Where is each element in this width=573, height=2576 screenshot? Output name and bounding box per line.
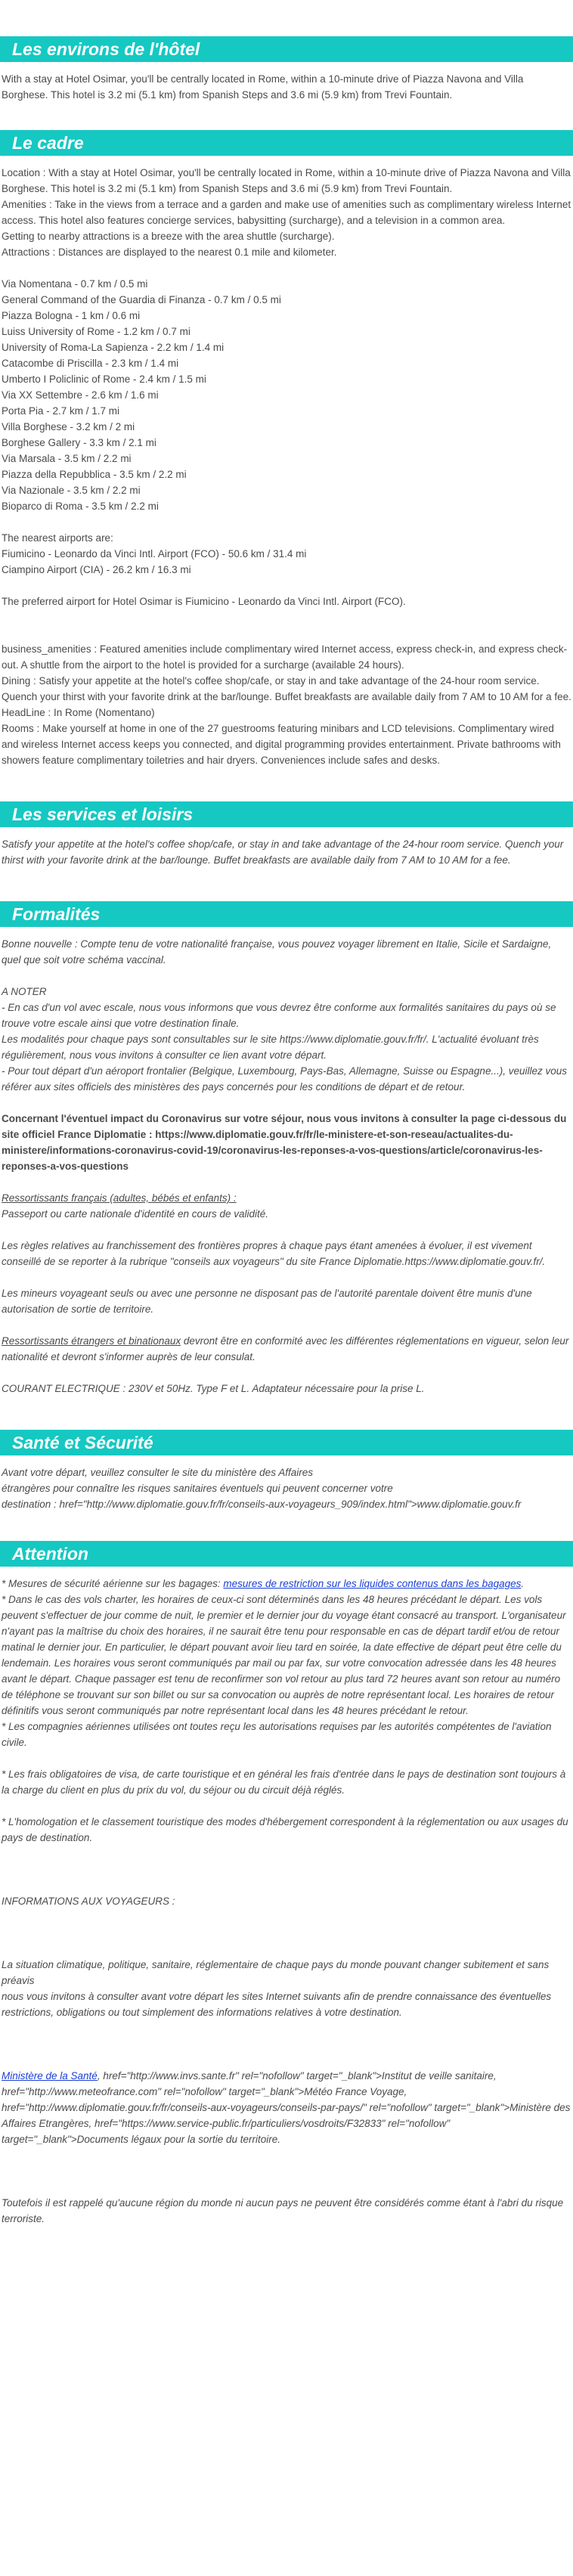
preferred-airport: The preferred airport for Hotel Osimar is Fiumicino - Leonardo da Vinci Intl. Airport (FCO).: [2, 596, 406, 607]
attention-p1: [2, 1576, 571, 1592]
cadre-attractions: Attractions : Distances are displayed to the nearest 0.1 mile and kilometer.: [2, 246, 337, 258]
list-item: Ciampino Airport (CIA) - 26.2 km / 16.3 mi: [2, 564, 191, 575]
cadre-getting: Getting to nearby attractions is a breeze with the area shuttle (surcharge).: [2, 231, 335, 242]
rooms: Rooms : Make yourself at home in one of the 27 guestrooms featuring minibars and LCD televisions. Complimentary wired and wireless Internet access keeps you connected, and digital programming provides entertainment. Private bathrooms with showers feature complimentary toiletries and hair dryers. Conveniences include safes and desks.: [2, 723, 561, 766]
attention-p6: INFORMATIONS AUX VOYAGEURS :: [2, 1896, 175, 1907]
list-item: University of Roma-La Sapienza - 2.2 km / 1.4 mi: [2, 342, 225, 353]
cadre-amenities: Amenities : Take in the views from a terrace and a garden and make use of amenities such as complimentary wireless Internet access. This hotel also features concierge services, babysitting (surcharge), and a television in a common area.: [2, 199, 571, 226]
foreign-nationals: [2, 1333, 571, 1365]
a-noter: A NOTER: [2, 986, 47, 997]
liquid-restrictions-link[interactable]: mesures de restriction sur les liquides contenus dans les bagages: [223, 1578, 522, 1589]
section-title-environs: Les environs de l'hôtel: [0, 36, 573, 62]
list-item: Via Nazionale - 3.5 km / 2.2 mi: [2, 485, 141, 496]
attention-p2: * Dans le cas des vols charter, les horaires de ceux-ci sont déterminés dans les 48 heures précédant le départ. Les vols peuvent s'effectuer de jour comme de nuit, le premier et le dernier jour du voyage étant consacré au transport. L'organisateur n'ayant pas la maîtrise du choix des horaires, il ne saurait être tenu pour responsable en cas de départ tardif et/ou de retour matinal le dernier jour. En particulier, le départ pouvant avoir lieu tard en soirée, la date effective de départ peut être celle du lendemain. Les horaires vous seront communiqués par mail ou par fax, sur votre convocation adressée dans les 48 heures avant le départ. Chaque passager est tenu de reconfirmer son vol retour au plus tard 72 heures avant son retour au numéro de téléphone se trouvant sur son billet ou sur sa convocation ou auprès de notre représentant local. Les horaires de retour définitifs vous seront communiqués par notre représentant local dans les 48 heures précédant le retour.: [2, 1594, 566, 1716]
courant-electrique: COURANT ELECTRIQUE : 230V et 50Hz. Type F et L. Adaptateur nécessaire pour la prise L.: [2, 1383, 425, 1394]
list-item: Catacombe di Priscilla - 2.3 km / 1.4 mi: [2, 358, 179, 369]
list-item: Piazza Bologna - 1 km / 0.6 mi: [2, 310, 141, 321]
sante-line1: Avant votre départ, veuillez consulter le site du ministère des Affaires: [2, 1467, 313, 1478]
cadre-location: Location : With a stay at Hotel Osimar, you'll be centrally located in Rome, within a 10-minute drive of Piazza Navona and Villa Borghese. This hotel is 3.2 mi (5.1 km) from Spanish Steps and 3.6 mi (5.9 km) from Trevi Fountain.: [2, 167, 571, 194]
french-nationals-label: Ressortissants français (adultes, bébés et enfants) :: [2, 1192, 237, 1204]
list-item: Villa Borghese - 3.2 km / 2 mi: [2, 421, 135, 432]
list-item: Fiumicino - Leonardo da Vinci Intl. Airport (FCO) - 50.6 km / 31.4 mi: [2, 548, 307, 560]
attention-p9: Toutefois il est rappelé qu'aucune région du monde ni aucun pays ne peuvent être considérés comme étant à l'abri du risque terroriste.: [2, 2197, 564, 2224]
formalites-p3: - Pour tout départ d'un aéroport frontalier (Belgique, Luxembourg, Pays-Bas, Allemagne, Suisse ou Espagne...), veuillez vous référer aux sites officiels des ministères des pays concernés pour les conditions de départ et de retour.: [2, 1065, 567, 1093]
headline: HeadLine : In Rome (Nomentano): [2, 707, 155, 718]
formalites-body: [0, 936, 573, 1396]
attention-p1-prefix: * Mesures de sécurité aérienne sur les bagages:: [2, 1578, 224, 1589]
cadre-body: [0, 165, 573, 768]
list-item: Luiss University of Rome - 1.2 km / 0.7 mi: [2, 326, 190, 337]
list-item: Porta Pia - 2.7 km / 1.7 mi: [2, 405, 120, 417]
environs-text: With a stay at Hotel Osimar, you'll be centrally located in Rome, within a 10-minute drive of Piazza Navona and Villa Borghese. This hotel is 3.2 mi (5.1 km) from Spanish Steps and 3.6 mi (5.9 km) from Trevi Fountain.: [2, 73, 524, 101]
formalites-p1: - En cas d'un vol avec escale, nous vous informons que vous devrez être conforme aux formalités sanitaires du pays où se trouve votre escale ainsi que votre destination finale.: [2, 1002, 556, 1029]
attention-p7b: nous vous invitons à consulter avant votre départ les sites Internet suivants afin de prendre connaissance des éventuelles restrictions, obligations ou tout simplement des informations relatives à votre destination.: [2, 1991, 552, 2018]
attention-p8: [2, 2068, 571, 2147]
distance-list: [2, 276, 571, 514]
section-title-sante: Santé et Sécurité: [0, 1430, 573, 1455]
french-nationals-text: Passeport ou carte nationale d'identité en cours de validité.: [2, 1208, 269, 1220]
foreign-nationals-text: devront être en conformité avec les différentes réglementations en vigueur, selon leur nationalité et devront s'informer auprès de leur consulat.: [2, 1335, 569, 1362]
list-item: Piazza della Repubblica - 3.5 km / 2.2 mi: [2, 469, 187, 480]
list-item: Borghese Gallery - 3.3 km / 2.1 mi: [2, 437, 156, 448]
attention-p1-suffix: .: [521, 1578, 525, 1589]
sante-body: [0, 1465, 573, 1512]
minors-text: Les mineurs voyageant seuls ou avec une personne ne disposant pas de l'autorité parentale doivent être munis d'une autorisation de sortie de territoire.: [2, 1288, 532, 1315]
list-item: Umberto I Policlinic of Rome - 2.4 km / 1.5 mi: [2, 374, 206, 385]
attention-p8-text: , href="http://www.invs.sante.fr" rel="nofollow" target="_blank">Institut de veille sanitaire, href="http://www.meteofrance.com" rel="nofollow" target="_blank">Météo France Voyage, href="http://www.diplomatie.gouv.fr/fr/conseils-aux-voyageurs/conseils-par-pays/" rel="nofollow" target="_blank">Ministère des Affaires Etrangères, href="https://www.service-public.fr/particuliers/vosdroits/F32833" rel="nofollow" target="_blank">Documents légaux pour la sortie du territoire.: [2, 2070, 571, 2145]
list-item: General Command of the Guardia di Finanza - 0.7 km / 0.5 mi: [2, 294, 281, 305]
ministere-sante-link[interactable]: Ministère de la Santé: [2, 2070, 98, 2082]
business-amenities: business_amenities : Featured amenities include complimentary wired Internet access, express check-in, and express check-out. A shuttle from the airport to the hotel is provided for a surcharge (available 24 hours).: [2, 643, 568, 671]
formalites-intro: Bonne nouvelle : Compte tenu de votre nationalité française, vous pouvez voyager librement en Italie, Sicile et Sardaigne, quel que soit votre schéma vaccinal.: [2, 938, 552, 966]
attention-p3: * Les compagnies aériennes utilisées ont toutes reçu les autorisations requises par les autorités compétentes de l'aviation civile.: [2, 1721, 552, 1748]
list-item: Via Nomentana - 0.7 km / 0.5 mi: [2, 278, 148, 290]
formalites-p2: Les modalités pour chaque pays sont consultables sur le site https://www.diplomatie.gouv.fr/fr/. L'actualité évoluant très régulièrement, nous vous invitons à consulter ce lien avant votre départ.: [2, 1034, 539, 1061]
borders-text: Les règles relatives au franchissement des frontières propres à chaque pays étant amenées à évoluer, il est vivement conseillé de se reporter à la rubrique "conseils aux voyageurs" du site France Diplomatie.https://www.diplomatie.gouv.fr/.: [2, 1240, 546, 1267]
foreign-nationals-label: Ressortissants étrangers et binationaux: [2, 1335, 181, 1347]
section-title-services: Les services et loisirs: [0, 801, 573, 827]
list-item: Bioparco di Roma - 3.5 km / 2.2 mi: [2, 501, 159, 512]
section-title-cadre: Le cadre: [0, 130, 573, 156]
attention-p7a: La situation climatique, politique, sanitaire, réglementaire de chaque pays du monde pouvant changer subitement et sans préavis: [2, 1959, 550, 1986]
airports-heading: The nearest airports are:: [2, 532, 113, 544]
services-text: Satisfy your appetite at the hotel's coffee shop/cafe, or stay in and take advantage of the 24-hour room service. Quench your thirst with your favorite drink at the bar/lounge. Buffet breakfasts are available daily from 7 AM to 10 AM for a fee.: [2, 839, 564, 866]
coronavirus-notice: Concernant l'éventuel impact du Coronavirus sur votre séjour, nous vous invitons à consulter la page ci-dessous du site officiel France Diplomatie : https://www.diplomatie.gouv.fr/fr/le-ministere-et-son-reseau/actualites-du-ministere/informations-coronavirus-covid-19/coronavirus-les-reponses-a-vos-questions/article/coronavirus-les-reponses-a-vos-questions: [2, 1113, 567, 1172]
sante-line2: étrangères pour connaître les risques sanitaires éventuels qui peuvent concerner votre: [2, 1483, 393, 1494]
sante-line3: destination : href="http://www.diplomatie.gouv.fr/fr/conseils-aux-voyageurs_909/index.html">www.diplomatie.gouv.fr: [2, 1499, 522, 1510]
section-title-formalites: Formalités: [0, 901, 573, 927]
dining: Dining : Satisfy your appetite at the hotel's coffee shop/cafe, or stay in and take advantage of the 24-hour room service. Quench your thirst with your favorite drink at the bar/lounge. Buffet breakfasts are available daily from 7 AM to 10 AM for a fee.: [2, 675, 571, 702]
list-item: Via Marsala - 3.5 km / 2.2 mi: [2, 453, 132, 464]
list-item: Via XX Settembre - 2.6 km / 1.6 mi: [2, 389, 159, 401]
attention-p5: * L'homologation et le classement touristique des modes d'hébergement correspondent à la réglementation ou aux usages du pays de destination.: [2, 1816, 568, 1843]
section-title-attention: Attention: [0, 1541, 573, 1567]
attention-p4: * Les frais obligatoires de visa, de carte touristique et en général les frais d'entrée dans le pays de destination sont toujours à la charge du client en plus du prix du vol, du séjour ou du circuit déjà réglés.: [2, 1768, 566, 1796]
attention-body: [0, 1576, 573, 2227]
